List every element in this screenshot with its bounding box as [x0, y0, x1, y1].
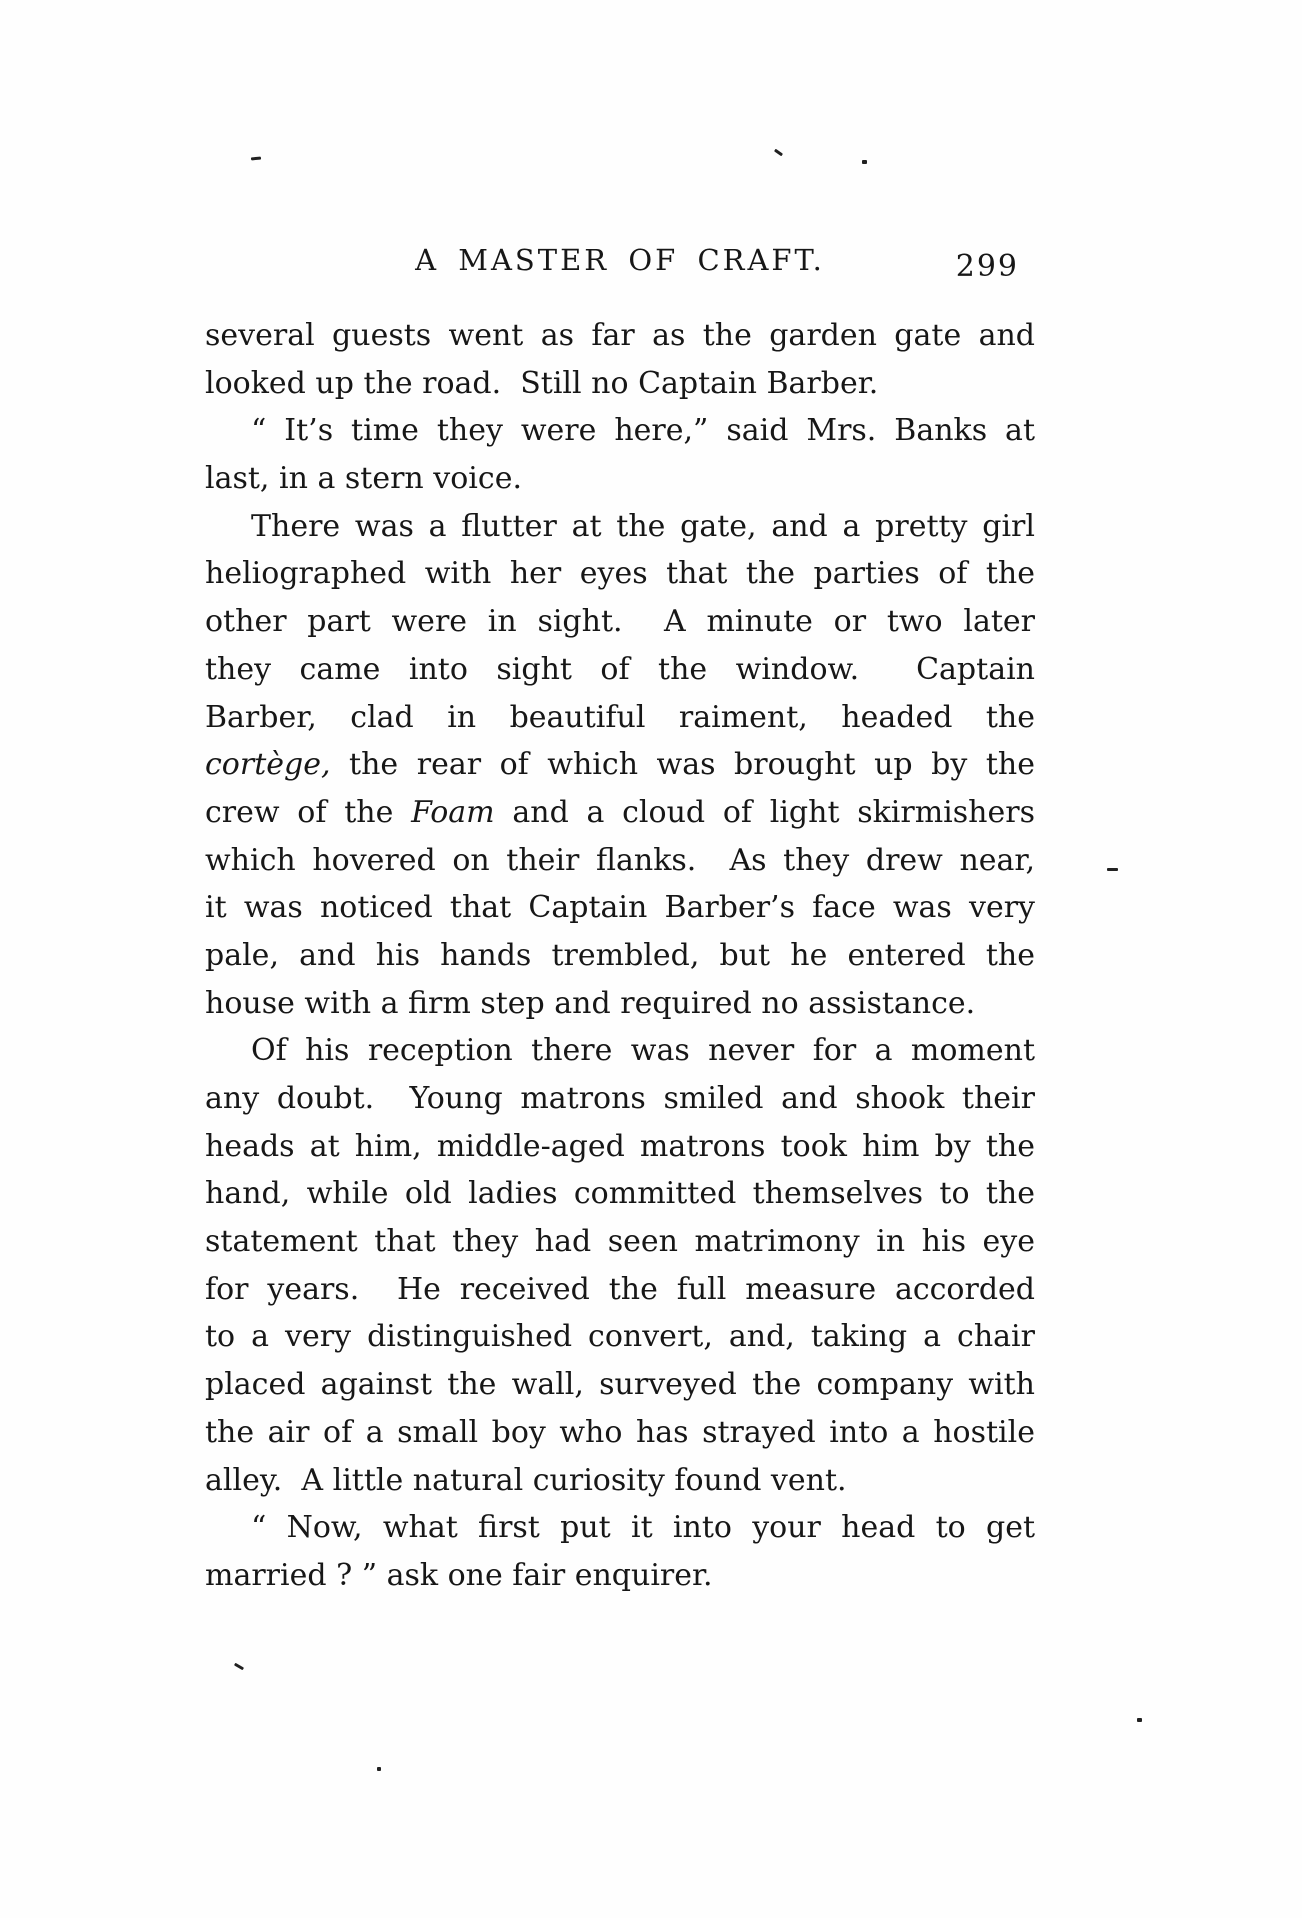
text-line: “ It’s time they were here,” said Mrs. Banks at [251, 413, 1035, 449]
scan-speck [862, 160, 867, 164]
text-line: There was a flutter at the gate, and a pretty girl [251, 508, 1035, 544]
scan-speck [1137, 1718, 1142, 1722]
scan-speck [774, 149, 783, 157]
text-line: looked up the road. Still no Captain Barber. [205, 365, 879, 401]
page-title: A MASTER OF CRAFT. [415, 243, 825, 277]
text-line: for years. He received the full measure accorded [205, 1271, 1035, 1307]
text-line: Barber, clad in beautiful raiment, headed the [205, 699, 1035, 735]
text-line: Of his reception there was never for a moment [251, 1033, 1035, 1069]
text-line: alley. A little natural curiosity found vent. [205, 1462, 847, 1498]
text-line: house with a firm step and required no assistance. [205, 985, 976, 1021]
text-line: the air of a small boy who has strayed into a hostile [205, 1414, 1035, 1450]
text-line: pale, and his hands trembled, but he entered the [205, 937, 1035, 973]
text-line: several guests went as far as the garden gate and [205, 318, 1035, 353]
scan-speck [251, 157, 261, 161]
page-number: 299 [955, 249, 1019, 284]
text-line: hand, while old ladies committed themselves to the [205, 1176, 1035, 1212]
text-line: cortège, the rear of which was brought up by the [205, 747, 1035, 783]
text-line: placed against the wall, surveyed the company with [205, 1367, 1035, 1403]
body-text [205, 312, 1035, 1600]
text-line: other part were in sight. A minute or two later [205, 604, 1035, 640]
text-line: to a very distinguished convert, and, taking a chair [205, 1319, 1035, 1355]
text-line: married ? ” ask one fair enquirer. [205, 1557, 713, 1593]
text-line: “ Now, what first put it into your head to get [251, 1510, 1035, 1546]
text-line: heliographed with her eyes that the parties of the [205, 556, 1035, 592]
scan-speck [1107, 868, 1118, 871]
text-line: any doubt. Young matrons smiled and shook their [205, 1081, 1035, 1116]
text-line: statement that they had seen matrimony in his eye [205, 1224, 1035, 1260]
scan-speck [234, 1663, 244, 1671]
text-line: crew of the Foam and a cloud of light skirmishers [205, 794, 1035, 830]
text-line: which hovered on their flanks. As they drew near, [205, 842, 1035, 878]
text-line: heads at him, middle-aged matrons took him by the [205, 1128, 1035, 1164]
running-header [205, 243, 1035, 285]
text-line: it was noticed that Captain Barber’s face was very [205, 890, 1035, 926]
text-line: they came into sight of the window. Captain [205, 651, 1035, 687]
text-line: last, in a stern voice. [205, 461, 522, 497]
scan-speck [377, 1767, 381, 1771]
